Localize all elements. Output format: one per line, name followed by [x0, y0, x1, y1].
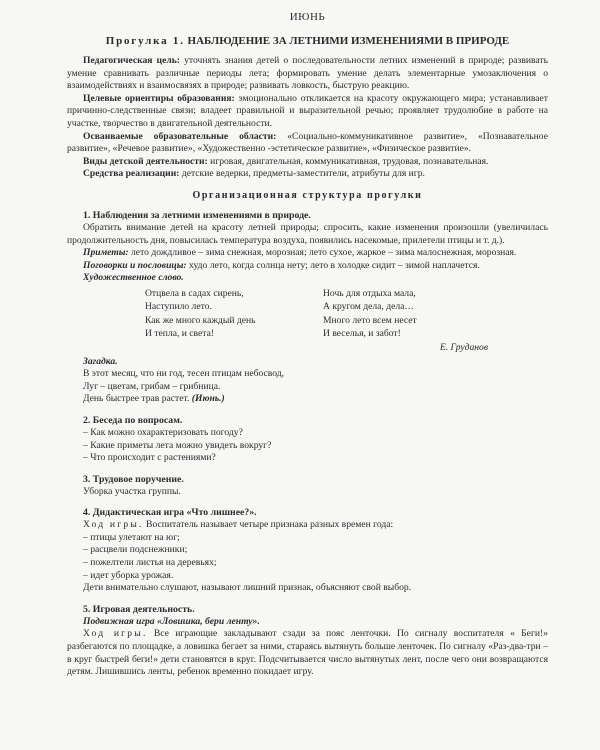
goal-paragraph	[67, 55, 548, 93]
poem-line: Как же много каждый день	[145, 314, 256, 326]
walk-title-text: НАБЛЮДЕНИЕ ЗА ЛЕТНИМИ ИЗМЕНЕНИЯМИ В ПРИРОДЕ	[187, 35, 510, 47]
riddle-line: В этот месяц, что ни год, тесен птицам небосвод,	[83, 368, 285, 380]
poem-right-column	[323, 287, 501, 341]
poem-author: Е. Груданов	[439, 341, 488, 353]
section5-body: Все играющие закладывают сзади за пояс ленточки. По сигналу воспитателя « Беги!» разбегаются по площадке, а ловишка бегает за ними, стараясь вытянуть больше ленточек. По сигналу «Раз-два-три – в круг быстрей беги!» дети становятся в круг. Подсчитывается число вытянутых лент, после чего они возвращаются детям. Лишившись ленты, ребенок временно покидает игру.	[67, 628, 549, 678]
signs-label: Приметы:	[83, 247, 129, 259]
game-title: Подвижная игра «Ловишка, бери ленту».	[83, 615, 260, 627]
game-progress-label: Ход игры.	[83, 519, 144, 531]
section4-intro-text: Воспитатель называет четыре признака разных времен года:	[143, 519, 394, 531]
areas-label: Осваиваемые образовательные области:	[83, 130, 277, 142]
targets-text: эмоционально откликается на красоту окружающего мира; устанавливает причинно-следственные связи; владеет правильной и выразительной речью; проявляет трудолюбие в работе на участке, творчество в двигательной деятельности.	[67, 92, 548, 129]
question-item: – Какие приметы лета можно увидеть вокруг?	[83, 439, 272, 451]
goal-label: Педагогическая цель:	[83, 55, 180, 66]
poem-line: А кругом дела, дела…	[323, 301, 414, 313]
sayings-text: худо лето, когда солнца нету; лето в холодке сидит – зимой наплачется.	[186, 259, 480, 271]
activity-paragraph	[67, 156, 548, 169]
question-item: – Как можно охарактеризовать погоду?	[83, 426, 243, 438]
activity-text: игровая, двигательная, коммуникативная, трудовая, познавательная.	[207, 155, 489, 167]
riddle-answer: (Июнь.)	[191, 393, 225, 405]
areas-text: «Социально-коммуникативное развитие», «Познавательное развитие», «Речевое развитие», «Художественно -эстетическое развитие», «Физическое развитие».	[67, 130, 548, 155]
sayings-paragraph	[67, 260, 548, 273]
means-label: Средства реализации:	[83, 168, 180, 180]
walk-label: Прогулка 1.	[105, 35, 185, 47]
poem-line: Наступило лето.	[145, 301, 212, 313]
sign-item: – идет уборка урожая.	[83, 569, 174, 581]
poem	[145, 287, 548, 341]
section4-heading: 4. Дидактическая игра «Что лишнее?».	[83, 507, 257, 519]
means-text: детские ведерки, предметы-заместители, атрибуты для игр.	[179, 168, 425, 180]
section1-heading: 1. Наблюдения за летними изменениями в природе.	[83, 209, 311, 221]
sign-item: – птицы улетают на юг;	[83, 531, 180, 543]
signs-text: лето дождливое – зима снежная, морозная; лето сухое, жаркое – зима малоснежная, морозная.	[128, 247, 517, 259]
riddle-label: Загадка.	[83, 355, 118, 367]
poem-line: И тепла, и света!	[145, 328, 215, 340]
activity-label: Виды детской деятельности:	[83, 155, 208, 167]
riddle-line: Луг – цветам, грибам – грибница.	[83, 380, 221, 392]
game-progress-label: Ход игры.	[83, 628, 148, 640]
sayings-label: Поговорки и пословицы:	[83, 259, 187, 271]
section4-outro: Дети внимательно слушают, называют лишний признак, объясняют свой выбор.	[83, 582, 412, 594]
art-word-label: Художественное слово.	[83, 272, 184, 284]
walk-title	[67, 35, 548, 47]
section2-heading: 2. Беседа по вопросам.	[83, 414, 183, 426]
section5-text	[67, 628, 548, 678]
sign-item: – пожелтели листья на деревьях;	[83, 557, 217, 569]
signs-paragraph	[67, 247, 548, 260]
sign-item: – расцвели подснежники;	[83, 544, 188, 556]
riddle-line: День быстрее трав растет.	[83, 393, 190, 405]
poem-line: Много лето всем несет	[323, 314, 417, 326]
section4-intro	[67, 519, 548, 532]
areas-paragraph	[67, 131, 548, 156]
poem-left-column	[145, 287, 323, 341]
targets-paragraph	[67, 93, 548, 131]
poem-line: И веселья, и забот!	[323, 328, 401, 340]
section5-heading: 5. Игровая деятельность.	[83, 603, 195, 615]
section3-heading: 3. Трудовое поручение.	[83, 473, 184, 485]
section1-text: Обратить внимание детей на красоту летней природы; спросить, какие изменения произошли (увеличилась продолжительность дня, повысилась температура воздуха, появились насекомые, прилетели птицы и т. д.).	[67, 221, 548, 246]
month-header: ИЮНЬ	[289, 11, 326, 23]
poem-line: Ночь для отдыха мала,	[323, 287, 416, 299]
riddle-line-last	[67, 393, 548, 406]
means-paragraph	[67, 168, 548, 181]
poem-line: Отцвела в садах сирень,	[145, 287, 244, 299]
section3-text: Уборка участка группы.	[83, 485, 181, 497]
goal-text: уточнять знания детей о последовательности летних изменений в природе; развивать умение сравнивать различные периоды лета; формировать умение делать элементарные умозаключения о взаимодействиях и взаимосвязях в природе; развивать ловкость, быструю реакцию.	[67, 55, 548, 92]
targets-label: Целевые ориентиры образования:	[83, 92, 235, 104]
question-item: – Что происходит с растениями?	[83, 452, 216, 464]
org-structure-title: Организационная структура прогулки	[192, 189, 423, 201]
